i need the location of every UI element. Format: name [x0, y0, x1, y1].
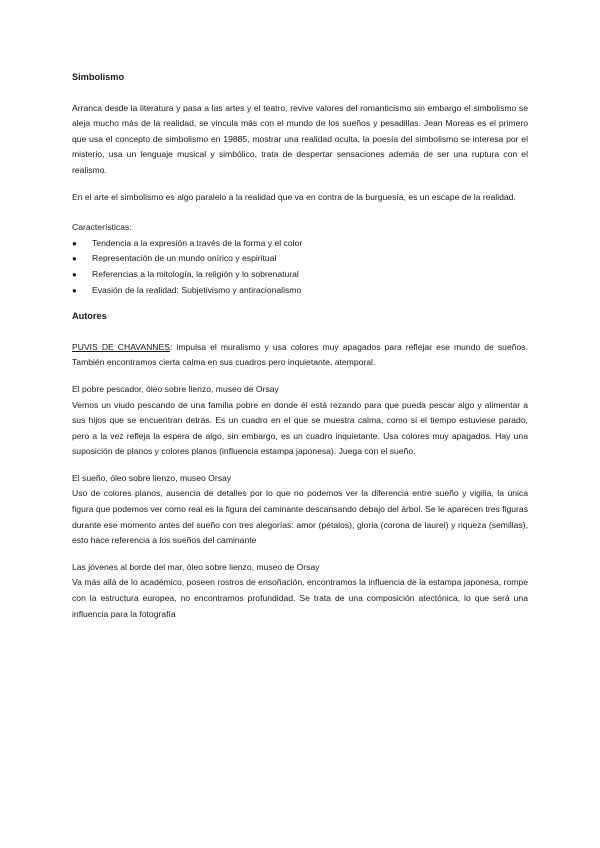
intro-paragraph-2: En el arte el simbolismo es algo paralelo a la realidad que va en contra de la burguesía, es un escape de la realidad. — [72, 191, 516, 202]
author-description: : impulsa el muralismo y usa colores muy apagados para reflejar ese mundo de sueños. También encontramos cierta calma en sus cuadros pero inquietante, atemporal. — [72, 341, 528, 368]
document-page — [72, 70, 528, 622]
list-item-text: Tendencia a la expresión a través de la forma y el color — [92, 237, 303, 248]
intro-paragraph-1: Arranca desde la literatura y pasa a las artes y el teatro, revive valores del romanticismo sin embargo el simbolismo se aleja mucho más de la realidad, se vincula más con el mundo de los sueños y pesadillas. Jean Moreas es el primero que usa el concepto de simbolismo en 19885, mostrar una realidad oculta, la poesía del simbolismo se interesa por el misterio, usa un lenguaje musical y simbólico, trata de despertar sensaciones además de ser una ruptura con el realismo. — [72, 102, 528, 175]
list-item-text: Evasión de la realidad: Subjetivismo y antiracionalismo — [92, 284, 302, 295]
author-name: PUVIS DE CHAVANNES — [72, 341, 171, 352]
bullet-icon: ● — [72, 238, 77, 248]
work-description-2: Uso de colores planos, ausencia de detalles por lo que no podemos ver la diferencia entre sueño y vigilia, la única figura que podemos ver como real es la figura del caminante descansando debajo del árbol. Se le aparecen tres figuras durante ese momento antes del sueño con tres alegorías: amor (pétalos), gloria (corona de laurel) y riqueza (semillas), esto hace referencia a los sueños del caminante — [72, 488, 528, 546]
work-title-1: El pobre pescador, óleo sobre lienzo, museo de Orsay — [72, 383, 279, 394]
authors-heading: Autores — [72, 311, 107, 322]
work-description-1: Vemos un viudo pescando de una familia pobre en donde él está rezando para que pueda pescar algo y alimentar a sus hijos que se encuentran detrás. Es un cuadro en el que se muestra calma, como si el tiempo estuviese parado, pero a la vez refleja la espera de algo, sin embargo, es un cuadro inquietante. Usa colores muy apagados. Hay una suposición de planos y colores planos (influencia estampa japonesa). Juega con el sueño. — [72, 399, 528, 457]
bullet-icon: ● — [72, 254, 77, 264]
list-item — [72, 251, 528, 267]
page-title: Simbolismo — [72, 72, 125, 82]
list-item-text: Referencias a la mitología, la religión y lo sobrenatural — [92, 268, 299, 279]
list-item-text: Representación de un mundo onírico y espiritual — [92, 253, 277, 264]
features-heading: Características: — [72, 222, 132, 233]
features-list — [72, 236, 528, 298]
work-description-3: Va más allá de lo académico, poseen rostros de ensoñación, encontramos la influencia de la estampa japonesa, rompe con la estructura europea, no encontramos profundidad. Se trata de una composición atectónica, lo que será una influencia para la fotografía — [72, 577, 528, 619]
bullet-icon: ● — [72, 285, 77, 295]
list-item — [72, 236, 528, 252]
list-item — [72, 267, 528, 283]
author-paragraph — [72, 340, 528, 371]
list-item — [72, 283, 528, 299]
work-title-3: Las jóvenes al borde del mar, óleo sobre lienzo, museo de Orsay — [72, 561, 320, 572]
work-title-2: El sueño, óleo sobre lienzo, museo Orsay — [72, 472, 232, 483]
bullet-icon: ● — [72, 269, 77, 279]
